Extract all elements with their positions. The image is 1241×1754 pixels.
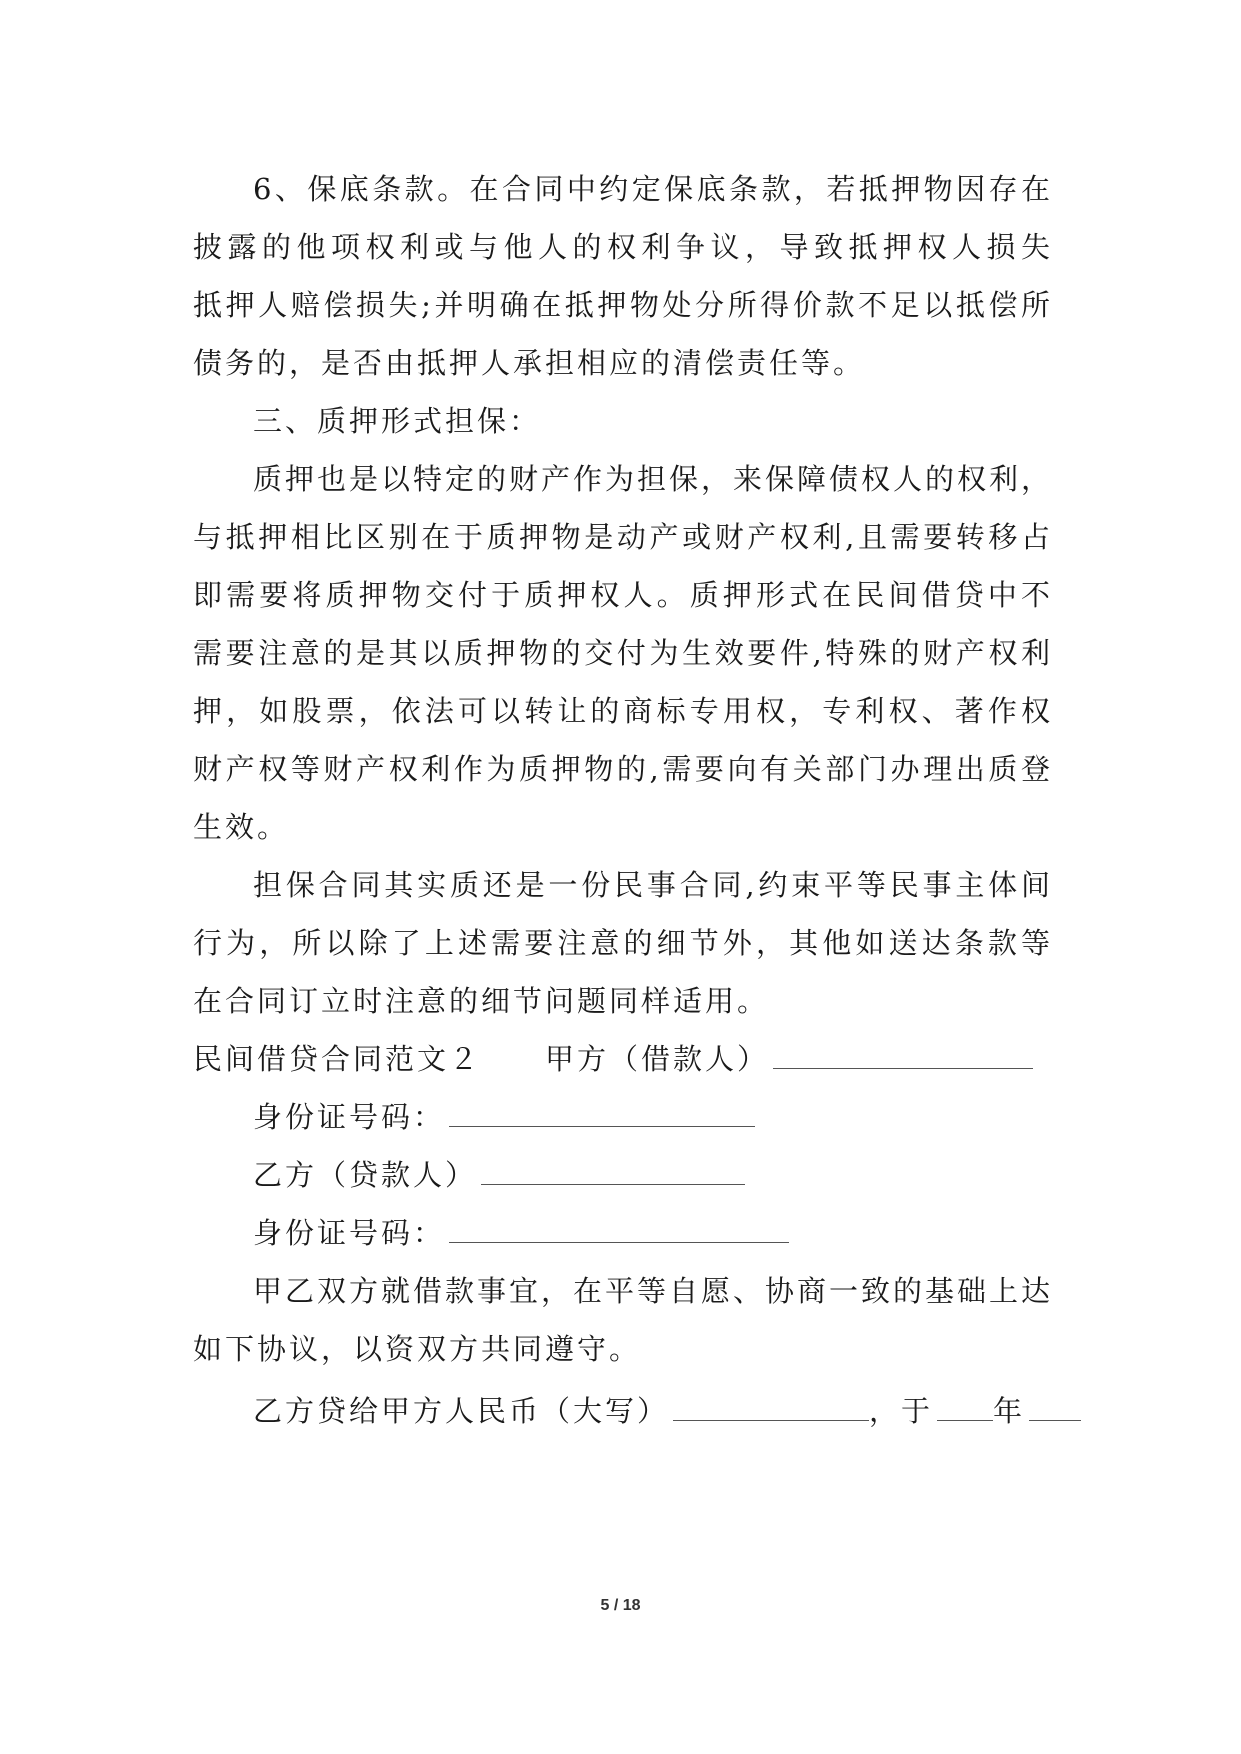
- section-3-heading: 三、质押形式担保：: [253, 404, 542, 438]
- section-3-line-6: 财产权等财产权利作为质押物的,需要向有关部门办理出质登: [193, 752, 1053, 786]
- id-label-1: 身份证号码：: [253, 1100, 446, 1134]
- party-b-label: 乙方（贷款人）: [253, 1158, 478, 1192]
- id-line-1: [193, 1088, 1053, 1146]
- loan-line-prefix: 乙方贷给甲方人民币（大写）: [253, 1394, 670, 1428]
- party-a-blank: [773, 1034, 1033, 1069]
- id-blank-2: [449, 1208, 789, 1243]
- paragraph-6-line-4: 债务的，是否由抵押人承担相应的清偿责任等。: [193, 346, 866, 380]
- loan-amount-blank: [673, 1386, 869, 1421]
- section-3-line-2: 与抵押相比区别在于质押物是动产或财产权利,且需要转移占: [193, 520, 1053, 554]
- party-b-line: [193, 1146, 1053, 1204]
- summary-line-2: 行为，所以除了上述需要注意的细节外，其他如送达条款等: [193, 926, 1053, 960]
- section-3-line-5: 押，如股票，依法可以转让的商标专用权，专利权、著作权: [193, 694, 1053, 728]
- page-number: 5 / 18: [600, 1597, 641, 1614]
- section-3-line-3: 即需要将质押物交付于质押权人。质押形式在民间借贷中不: [193, 578, 1053, 612]
- paragraph-6-line-3: 抵押人赔偿损失;并明确在抵押物处分所得价款不足以抵偿所: [193, 288, 1053, 322]
- id-blank-1: [449, 1092, 755, 1127]
- id-line-2: [193, 1204, 1053, 1262]
- summary-line-1: 担保合同其实质还是一份民事合同,约束平等民事主体间: [253, 868, 1053, 902]
- section-3-line-1: 质押也是以特定的财产作为担保，来保障债权人的权利，: [253, 462, 1053, 496]
- party-a-label: 甲方（借款人）: [545, 1042, 770, 1076]
- party-b-blank: [481, 1150, 745, 1185]
- paragraph-6-line-2: 披露的他项权利或与他人的权利争议，导致抵押权人损失: [193, 230, 1053, 264]
- section-3-line-7: 生效。: [193, 810, 290, 844]
- agreement-line-1: 甲乙双方就借款事宜，在平等自愿、协商一致的基础上达: [253, 1274, 1053, 1308]
- loan-line-mid: ，于: [869, 1394, 934, 1428]
- loan-year-blank: [937, 1386, 993, 1421]
- contract-2-title: 民间借贷合同范文２: [193, 1042, 482, 1076]
- agreement-line-2: 如下协议，以资双方共同遵守。: [193, 1332, 642, 1366]
- document-body: [193, 160, 1053, 1440]
- loan-line-year: 年: [993, 1394, 1026, 1428]
- loan-line: [193, 1382, 1053, 1440]
- summary-line-3: 在合同订立时注意的细节问题同样适用。: [193, 984, 770, 1018]
- loan-month-blank: [1029, 1386, 1081, 1421]
- id-label-2: 身份证号码：: [253, 1216, 446, 1250]
- contract-2-title-line: [193, 1030, 1053, 1088]
- section-3-line-4: 需要注意的是其以质押物的交付为生效要件,特殊的财产权利: [193, 636, 1053, 670]
- paragraph-6-line-1: 6、保底条款。在合同中约定保底条款，若抵押物因存在: [253, 172, 1053, 206]
